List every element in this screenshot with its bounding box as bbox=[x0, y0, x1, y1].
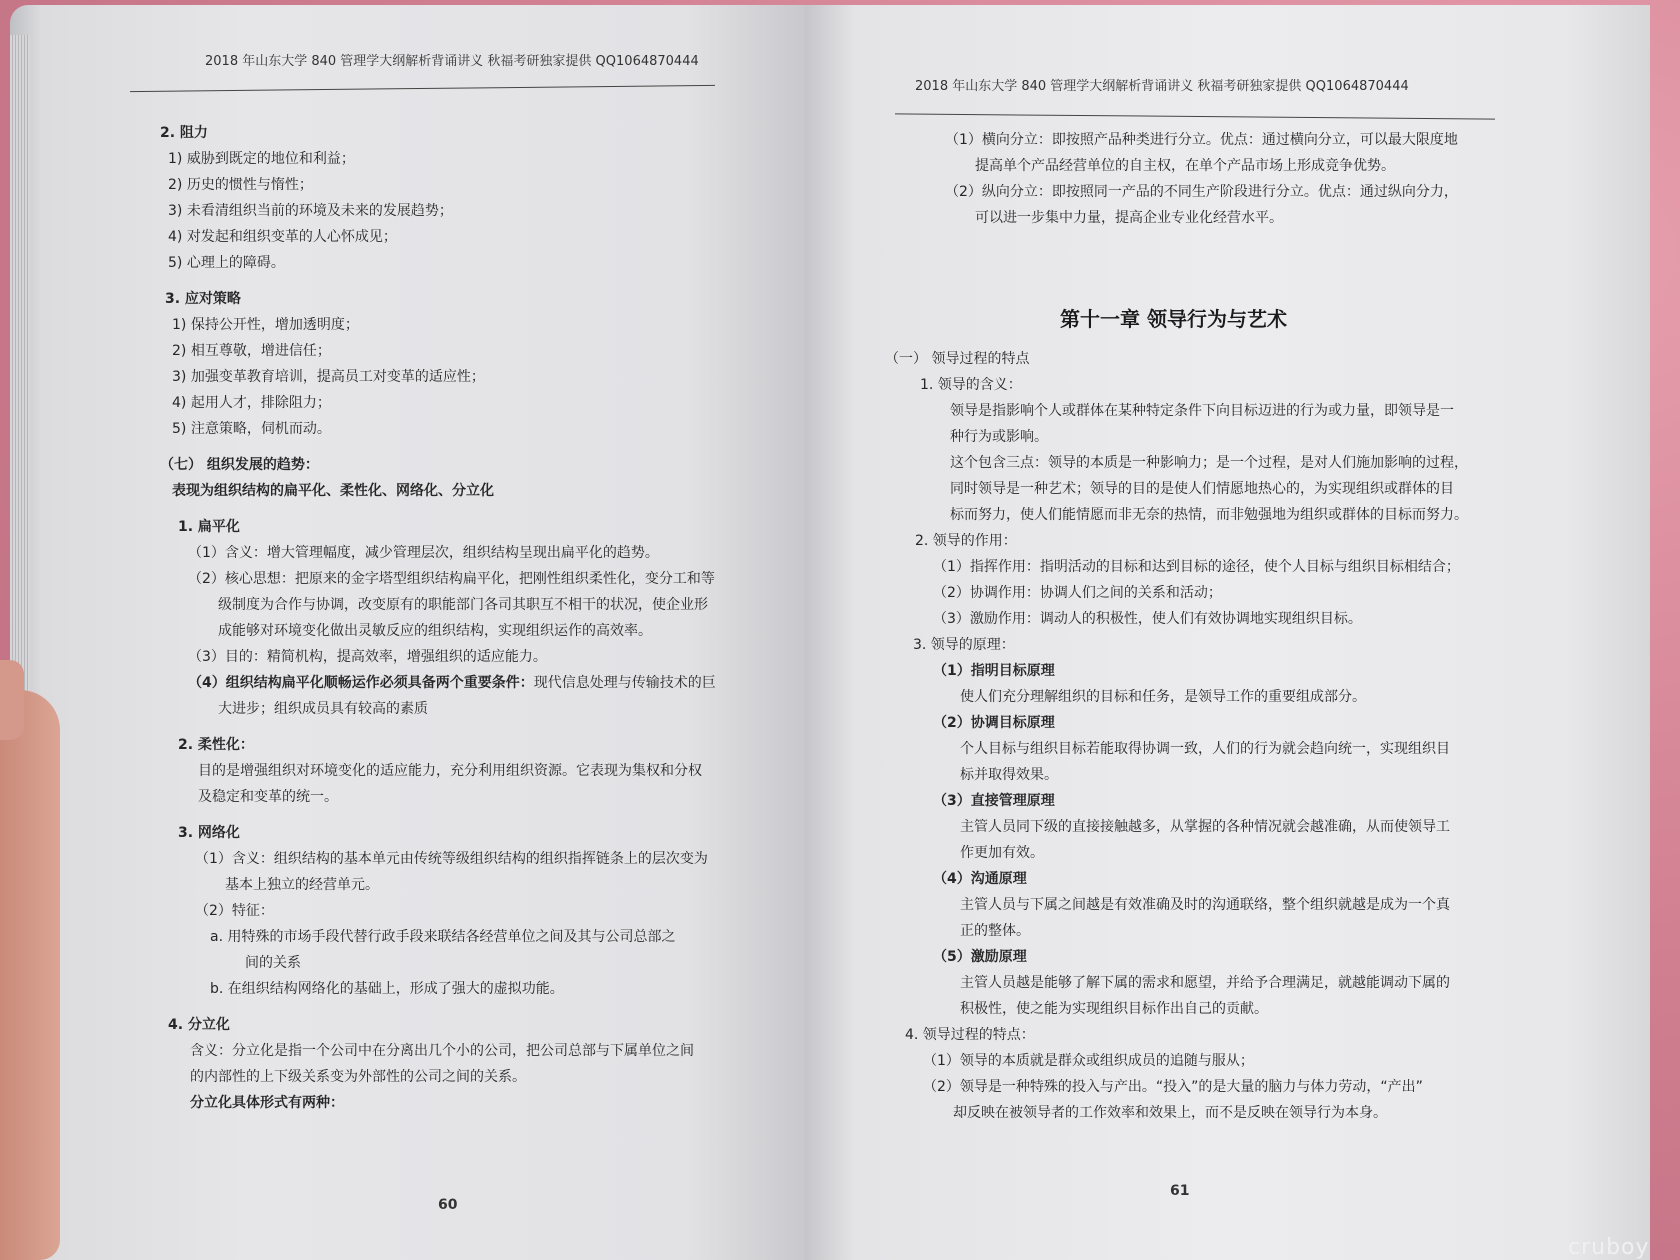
right-header: 2018 年山东大学 840 管理学大纲解析背诵讲义 秋福考研独家提供 QQ1064870444 bbox=[915, 79, 1409, 94]
p1a: 使人们充分理解组织的目标和任务，是领导工作的重要组成部分。 bbox=[960, 689, 1366, 705]
network-a1: a. 用特殊的市场手段代替行政手段来联结各经营单位之间及其与公司总部之 bbox=[210, 929, 676, 945]
section-1-title: （一） 领导过程的特点 bbox=[885, 351, 1030, 367]
s3-item-1: 1) 保持公开性，增加透明度； bbox=[172, 317, 359, 333]
flat-4-rest: 现代信息处理与传输技术的巨 bbox=[533, 675, 716, 691]
s2-item-2: 2) 历史的惯性与惰性； bbox=[168, 177, 313, 193]
split-1: 含义：分立化是指一个公司中在分离出几个小的公司，把公司总部与下属单位之间 bbox=[190, 1043, 694, 1059]
flex-title: 2. 柔性化： bbox=[178, 737, 254, 753]
hand-thumb bbox=[0, 690, 60, 1260]
vertical-split-b: 可以进一步集中力量，提高企业专业化经营水平。 bbox=[975, 210, 1283, 226]
split-3: 分立化具体形式有两种： bbox=[190, 1095, 344, 1111]
flat-2c: 成能够对环境变化做出灵敏反应的组织结构，实现组织运作的高效率。 bbox=[218, 623, 652, 639]
chapter-title: 第十一章 领导行为与艺术 bbox=[1060, 307, 1287, 331]
s2-item-4: 4) 对发起和组织变革的人心怀成见； bbox=[168, 229, 397, 245]
l1a: 领导是指影响个人或群体在某种特定条件下向目标迈进的行为或力量，即领导是一 bbox=[950, 403, 1454, 419]
s3-item-3: 3) 加强变革教育培训，提高员工对变革的适应性； bbox=[172, 369, 485, 385]
p3a: 主管人员同下级的直接接触越多，从掌握的各种情况就会越准确，从而使领导工 bbox=[960, 819, 1450, 835]
s7-title: （七） 组织发展的趋势： bbox=[160, 457, 319, 473]
l2a: （1）指挥作用：指明活动的目标和达到目标的途径，使个人目标与组织目标相结合； bbox=[933, 559, 1460, 575]
flat-4b: 大进步；组织成员具有较高的素质 bbox=[218, 701, 428, 717]
network-2: （2）特征： bbox=[195, 903, 274, 919]
p4b: 正的整体。 bbox=[960, 923, 1030, 939]
split-2: 的内部性的上下级关系变为外部性的公司之间的关系。 bbox=[190, 1069, 526, 1085]
flat-4-bold: （4）组织结构扁平化顺畅运作必须具备两个重要条件： bbox=[188, 675, 534, 691]
p4-title: （4）沟通原理 bbox=[933, 871, 1027, 887]
l4-title: 4. 领导过程的特点： bbox=[905, 1027, 1035, 1043]
left-header: 2018 年山东大学 840 管理学大纲解析背诵讲义 秋福考研独家提供 QQ1064870444 bbox=[205, 54, 699, 69]
l1d: 同时领导是一种艺术；领导的目的是使人们情愿地热心的，为实现组织或群体的目 bbox=[950, 481, 1454, 497]
s3-item-5: 5) 注意策略，伺机而动。 bbox=[172, 421, 331, 437]
left-page bbox=[10, 5, 805, 1260]
p2b: 标并取得效果。 bbox=[960, 767, 1058, 783]
s2-item-3: 3) 未看清组织当前的环境及未来的发展趋势； bbox=[168, 203, 453, 219]
p2a: 个人目标与组织目标若能取得协调一致，人们的行为就会趋向统一，实现组织目 bbox=[960, 741, 1450, 757]
p3b: 作更加有效。 bbox=[960, 845, 1044, 861]
right-page-number: 61 bbox=[1170, 1183, 1190, 1199]
flex-1: 目的是增强组织对环境变化的适应能力，充分利用组织资源。它表现为集权和分权 bbox=[198, 763, 702, 779]
left-header-rule bbox=[130, 85, 715, 92]
p5-title: （5）激励原理 bbox=[933, 949, 1027, 965]
network-b: b. 在组织结构网络化的基础上，形成了强大的虚拟功能。 bbox=[210, 981, 564, 997]
vertical-split-a: （2）纵向分立：即按照同一产品的不同生产阶段进行分立。优点：通过纵向分力， bbox=[945, 184, 1458, 200]
flat-1: （1）含义：增大管理幅度，减少管理层次，组织结构呈现出扁平化的趋势。 bbox=[188, 545, 659, 561]
flat-3: （3）目的：精简机构，提高效率，增强组织的适应能力。 bbox=[188, 649, 547, 665]
horizontal-split-a: （1）横向分立：即按照产品种类进行分立。优点：通过横向分立，可以最大限度地 bbox=[945, 132, 1458, 148]
s3-item-4: 4) 起用人才，排除阻力； bbox=[172, 395, 331, 411]
l1b: 种行为或影响。 bbox=[950, 429, 1048, 445]
split-title: 4. 分立化 bbox=[168, 1017, 230, 1033]
l3-title: 3. 领导的原理： bbox=[913, 637, 1015, 653]
right-header-rule bbox=[895, 113, 1495, 119]
l2b: （2）协调作用：协调人们之间的关系和活动； bbox=[933, 585, 1222, 601]
l4b: （2）领导是一种特殊的投入与产出。“投入”的是大量的脑力与体力劳动，“产出” bbox=[923, 1079, 1423, 1095]
s2-item-1: 1) 威胁到既定的地位和利益； bbox=[168, 151, 355, 167]
l2-title: 2. 领导的作用： bbox=[915, 533, 1017, 549]
s2-item-5: 5) 心理上的障碍。 bbox=[168, 255, 285, 271]
l1e: 标而努力，使人们能情愿而非无奈的热情，而非勉强地为组织或群体的目标而努力。 bbox=[950, 507, 1468, 523]
network-1b: 基本上独立的经营单元。 bbox=[225, 877, 379, 893]
s3-title: 3. 应对策略 bbox=[165, 291, 241, 307]
right-page bbox=[805, 5, 1650, 1260]
p1-title: （1）指明目标原理 bbox=[933, 663, 1055, 679]
l2c: （3）激励作用：调动人的积极性，使人们有效协调地实现组织目标。 bbox=[933, 611, 1362, 627]
flex-2: 及稳定和变革的统一。 bbox=[198, 789, 338, 805]
p2-title: （2）协调目标原理 bbox=[933, 715, 1055, 731]
p3-title: （3）直接管理原理 bbox=[933, 793, 1055, 809]
network-title: 3. 网络化 bbox=[178, 825, 240, 841]
s2-title: 2. 阻力 bbox=[160, 125, 208, 141]
watermark-text: cruboy bbox=[1568, 1235, 1650, 1260]
l1-title: 1. 领导的含义： bbox=[920, 377, 1022, 393]
l4c: 却反映在被领导者的工作效率和效果上，而不是反映在领导行为本身。 bbox=[953, 1105, 1387, 1121]
horizontal-split-b: 提高单个产品经营单位的自主权，在单个产品市场上形成竞争优势。 bbox=[975, 158, 1395, 174]
hand-finger bbox=[0, 660, 24, 740]
flat-2b: 级制度为合作与协调，改变原有的职能部门各司其职互不相干的状况，使企业形 bbox=[218, 597, 708, 613]
network-1a: （1）含义：组织结构的基本单元由传统等级组织结构的组织指挥链条上的层次变为 bbox=[195, 851, 708, 867]
p5b: 积极性，使之能为实现组织目标作出自己的贡献。 bbox=[960, 1001, 1268, 1017]
left-page-number: 60 bbox=[438, 1197, 458, 1213]
flat-title: 1. 扁平化 bbox=[178, 519, 240, 535]
network-a2: 间的关系 bbox=[245, 955, 301, 971]
flat-2a: （2）核心思想：把原来的金字塔型组织结构扁平化，把刚性组织柔性化，变分工和等 bbox=[188, 571, 715, 587]
l4a: （1）领导的本质就是群众或组织成员的追随与服从； bbox=[923, 1053, 1254, 1069]
s7-subtitle: 表现为组织结构的扁平化、柔性化、网络化、分立化 bbox=[172, 483, 494, 499]
l1c: 这个包含三点：领导的本质是一种影响力；是一个过程，是对人们施加影响的过程， bbox=[950, 455, 1468, 471]
p4a: 主管人员与下属之间越是有效准确及时的沟通联络，整个组织就越是成为一个真 bbox=[960, 897, 1450, 913]
s3-item-2: 2) 相互尊敬，增进信任； bbox=[172, 343, 331, 359]
p5a: 主管人员越是能够了解下属的需求和愿望，并给予合理满足，就越能调动下属的 bbox=[960, 975, 1450, 991]
open-book bbox=[10, 5, 1650, 1260]
